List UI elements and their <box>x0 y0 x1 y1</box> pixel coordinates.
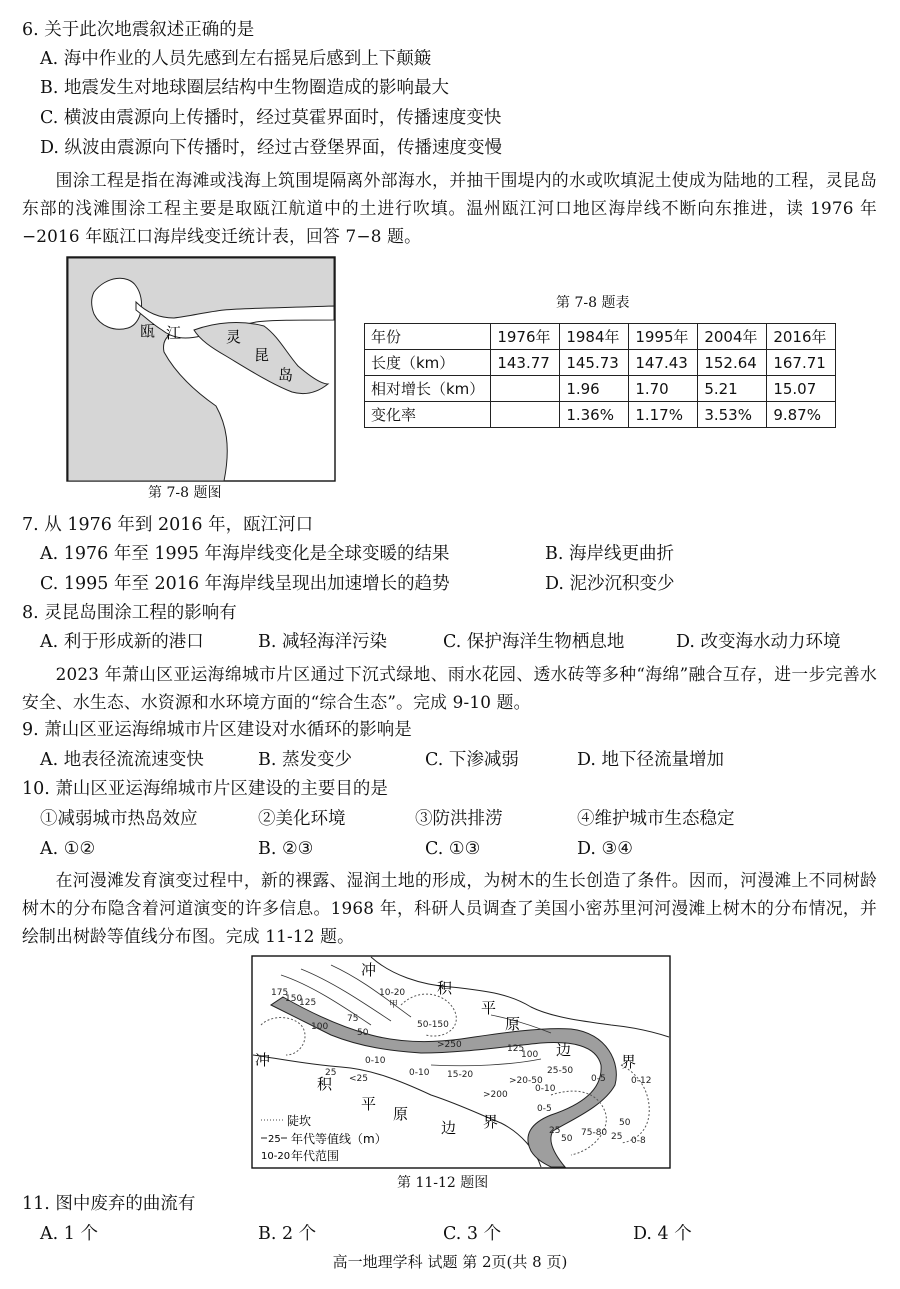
contour-label: 25 <box>549 1126 561 1136</box>
q10-stem: 10. 萧山区亚运海绵城市片区建设的主要目的是 <box>22 779 388 799</box>
table-cell: 1.17% <box>629 402 698 428</box>
q11-option-c: C. 3 个 <box>443 1224 502 1244</box>
plain-label: 积 <box>317 1075 333 1093</box>
contour-label: 50 <box>619 1118 631 1128</box>
table-cell: 152.64 <box>698 350 767 376</box>
table-cell: 长度（km） <box>365 350 491 376</box>
contour-label: 125 <box>507 1044 525 1054</box>
table-row <box>365 402 836 428</box>
q8-option-a: A. 利于形成新的港口 <box>40 632 204 652</box>
contour-label: 25 <box>611 1132 623 1142</box>
q8-option-c: C. 保护海洋生物栖息地 <box>443 632 625 652</box>
table-cell: 5.21 <box>698 376 767 402</box>
contour-label: 75-80 <box>581 1128 608 1138</box>
contour-label: 15-20 <box>447 1070 474 1080</box>
table-row <box>365 350 836 376</box>
q7-option-c: C. 1995 年至 2016 年海岸线呈现出加速增长的趋势 <box>40 574 450 594</box>
q11-stem: 11. 图中废弃的曲流有 <box>22 1194 196 1214</box>
coastline-table <box>364 323 836 428</box>
contour-label: 100 <box>521 1050 539 1060</box>
page-footer: 高一地理学科 试题 第 2页(共 8 页) <box>332 1253 568 1271</box>
q8-option-b: B. 减轻海洋污染 <box>258 632 387 652</box>
contour-label: 甲 <box>389 1000 399 1010</box>
table-cell: 15.07 <box>767 376 836 402</box>
q6-option-c: C. 横波由震源向上传播时，经过莫霍界面时，传播速度变快 <box>40 108 502 128</box>
table-cell: 1995年 <box>629 324 698 350</box>
contour-label: 25-50 <box>547 1066 574 1076</box>
contour-label: 50-150 <box>417 1020 449 1030</box>
q10-item-4: ④维护城市生态稳定 <box>577 809 735 829</box>
map-label-jiang: 江 <box>166 324 182 342</box>
table-cell: 1.70 <box>629 376 698 402</box>
table-cell: 2016年 <box>767 324 836 350</box>
contour-label: 0-12 <box>631 1076 652 1086</box>
q9-option-b: B. 蒸发变少 <box>258 750 352 770</box>
q9-option-c: C. 下渗减弱 <box>425 750 519 770</box>
plain-label: 平 <box>361 1095 377 1113</box>
contour-label: >200 <box>483 1090 508 1100</box>
plain-label: 原 <box>393 1105 409 1123</box>
table-row <box>365 324 836 350</box>
contour-label: 0-5 <box>591 1074 606 1084</box>
table-cell <box>491 376 560 402</box>
map-11-12-caption: 第 11-12 题图 <box>397 1175 489 1191</box>
passage-7-8: 围涂工程是指在海滩或浅海上筑围堤隔离外部海水，并抽干围堤内的水或吹填泥土使成为陆地的工程，灵昆岛东部的浅滩围涂工程主要是取瓯江航道中的土进行吹填。温州瓯江河口地区海岸线不断向东推进，读 1976 年−2016 年瓯江口海岸线变迁统计表，回答 7−8 题。 <box>22 170 877 246</box>
q10-item-2: ②美化环境 <box>258 809 346 829</box>
q7-option-d: D. 泥沙沉积变少 <box>545 574 675 594</box>
map-label-dao: 岛 <box>278 366 294 384</box>
contour-label: 75 <box>347 1014 359 1024</box>
q6-option-a: A. 海中作业的人员先感到左右摇晃后感到上下颠簸 <box>40 49 432 69</box>
plain-label: 原 <box>505 1015 521 1033</box>
q10-option-c: C. ①③ <box>425 839 481 859</box>
table-cell: 167.71 <box>767 350 836 376</box>
map-7-8-caption: 第 7-8 题图 <box>148 485 222 501</box>
map-11-12 <box>251 955 671 1169</box>
q9-stem: 9. 萧山区亚运海绵城市片区建设对水循环的影响是 <box>22 720 412 740</box>
contour-label: 175 <box>271 988 289 998</box>
table-cell: 9.87% <box>767 402 836 428</box>
q7-option-b: B. 海岸线更曲折 <box>545 544 674 564</box>
contour-label: 125 <box>299 998 317 1008</box>
map-label-ou: 瓯 <box>140 322 156 340</box>
table-7-8-caption: 第 7-8 题表 <box>556 295 630 311</box>
q9-option-a: A. 地表径流流速变快 <box>40 750 204 770</box>
contour-label: 10-20 <box>379 988 406 998</box>
contour-label: 0-5 <box>537 1104 552 1114</box>
contour-label: 0-10 <box>535 1084 556 1094</box>
map-7-8 <box>66 256 336 482</box>
plain-label: 界 <box>621 1053 637 1071</box>
q10-option-b: B. ②③ <box>258 839 314 859</box>
contour-label: 0-8 <box>631 1136 646 1146</box>
legend-scarp: 陡坎 <box>287 1114 312 1128</box>
map-label-kun: 昆 <box>254 346 270 364</box>
contour-label: 100 <box>311 1022 329 1032</box>
table-cell: 1984年 <box>560 324 629 350</box>
table-row <box>365 376 836 402</box>
q11-option-d: D. 4 个 <box>633 1224 692 1244</box>
q10-item-3: ③防洪排涝 <box>415 809 503 829</box>
contour-label: 0-10 <box>409 1068 430 1078</box>
plain-label: 边 <box>556 1041 572 1059</box>
table-cell: 年份 <box>365 324 491 350</box>
legend-contour: 年代等值线（m） <box>291 1132 387 1146</box>
q8-option-d: D. 改变海水动力环境 <box>676 632 841 652</box>
q7-stem: 7. 从 1976 年到 2016 年，瓯江河口 <box>22 515 314 535</box>
q10-option-d: D. ③④ <box>577 839 633 859</box>
map-label-ling: 灵 <box>226 328 242 346</box>
legend-sample-contour: 25 <box>268 1134 281 1145</box>
contour-label: 150 <box>285 994 303 1004</box>
contour-label: <25 <box>349 1074 368 1084</box>
table-cell: 145.73 <box>560 350 629 376</box>
q8-stem: 8. 灵昆岛围涂工程的影响有 <box>22 603 237 623</box>
table-cell: 2004年 <box>698 324 767 350</box>
plain-label: 界 <box>483 1113 499 1131</box>
legend-sample-range: 10-20 <box>261 1151 291 1162</box>
table-cell: 变化率 <box>365 402 491 428</box>
legend-range: 年代范围 <box>291 1149 340 1163</box>
table-cell: 1.36% <box>560 402 629 428</box>
contour-label: >250 <box>437 1040 462 1050</box>
q9-option-d: D. 地下径流量增加 <box>577 750 725 770</box>
contour-label: 25 <box>325 1068 337 1078</box>
table-cell: 1976年 <box>491 324 560 350</box>
q6-option-d: D. 纵波由震源向下传播时，经过古登堡界面，传播速度变慢 <box>40 138 503 158</box>
table-cell: 3.53% <box>698 402 767 428</box>
q11-option-b: B. 2 个 <box>258 1224 317 1244</box>
table-cell: 1.96 <box>560 376 629 402</box>
q10-item-1: ①减弱城市热岛效应 <box>40 809 198 829</box>
contour-label: 50 <box>561 1134 573 1144</box>
q6-stem: 6. 关于此次地震叙述正确的是 <box>22 20 255 40</box>
passage-9-10: 2023 年萧山区亚运海绵城市片区通过下沉式绿地、雨水花园、透水砖等多种“海绵”融合互存，进一步完善水安全、水生态、水资源和水环境方面的“综合生态”。完成 9-10 题。 <box>22 664 877 712</box>
q10-option-a: A. ①② <box>40 839 96 859</box>
table-cell: 147.43 <box>629 350 698 376</box>
contour-label: 0-10 <box>365 1056 386 1066</box>
contour-label: 50 <box>357 1028 369 1038</box>
plain-label: 冲 <box>255 1051 271 1069</box>
q6-option-b: B. 地震发生对地球圈层结构中生物圈造成的影响最大 <box>40 78 449 98</box>
q11-option-a: A. 1 个 <box>40 1224 98 1244</box>
plain-label: 冲 <box>361 961 377 979</box>
q7-option-a: A. 1976 年至 1995 年海岸线变化是全球变暖的结果 <box>40 544 450 564</box>
table-cell <box>491 402 560 428</box>
plain-label: 平 <box>481 999 497 1017</box>
contour-label: >20-50 <box>509 1076 543 1086</box>
passage-11-12: 在河漫滩发育演变过程中，新的裸露、湿润土地的形成，为树木的生长创造了条件。因而，河漫滩上不同树龄树木的分布隐含着河道演变的许多信息。1968 年，科研人员调查了美国小密苏里河河漫滩上树木的分布情况，并绘制出树龄等值线分布图。完成 11-12 题。 <box>22 870 877 946</box>
plain-label: 边 <box>441 1119 457 1137</box>
table-cell: 143.77 <box>491 350 560 376</box>
table-cell: 相对增长（km） <box>365 376 491 402</box>
plain-label: 积 <box>437 979 453 997</box>
